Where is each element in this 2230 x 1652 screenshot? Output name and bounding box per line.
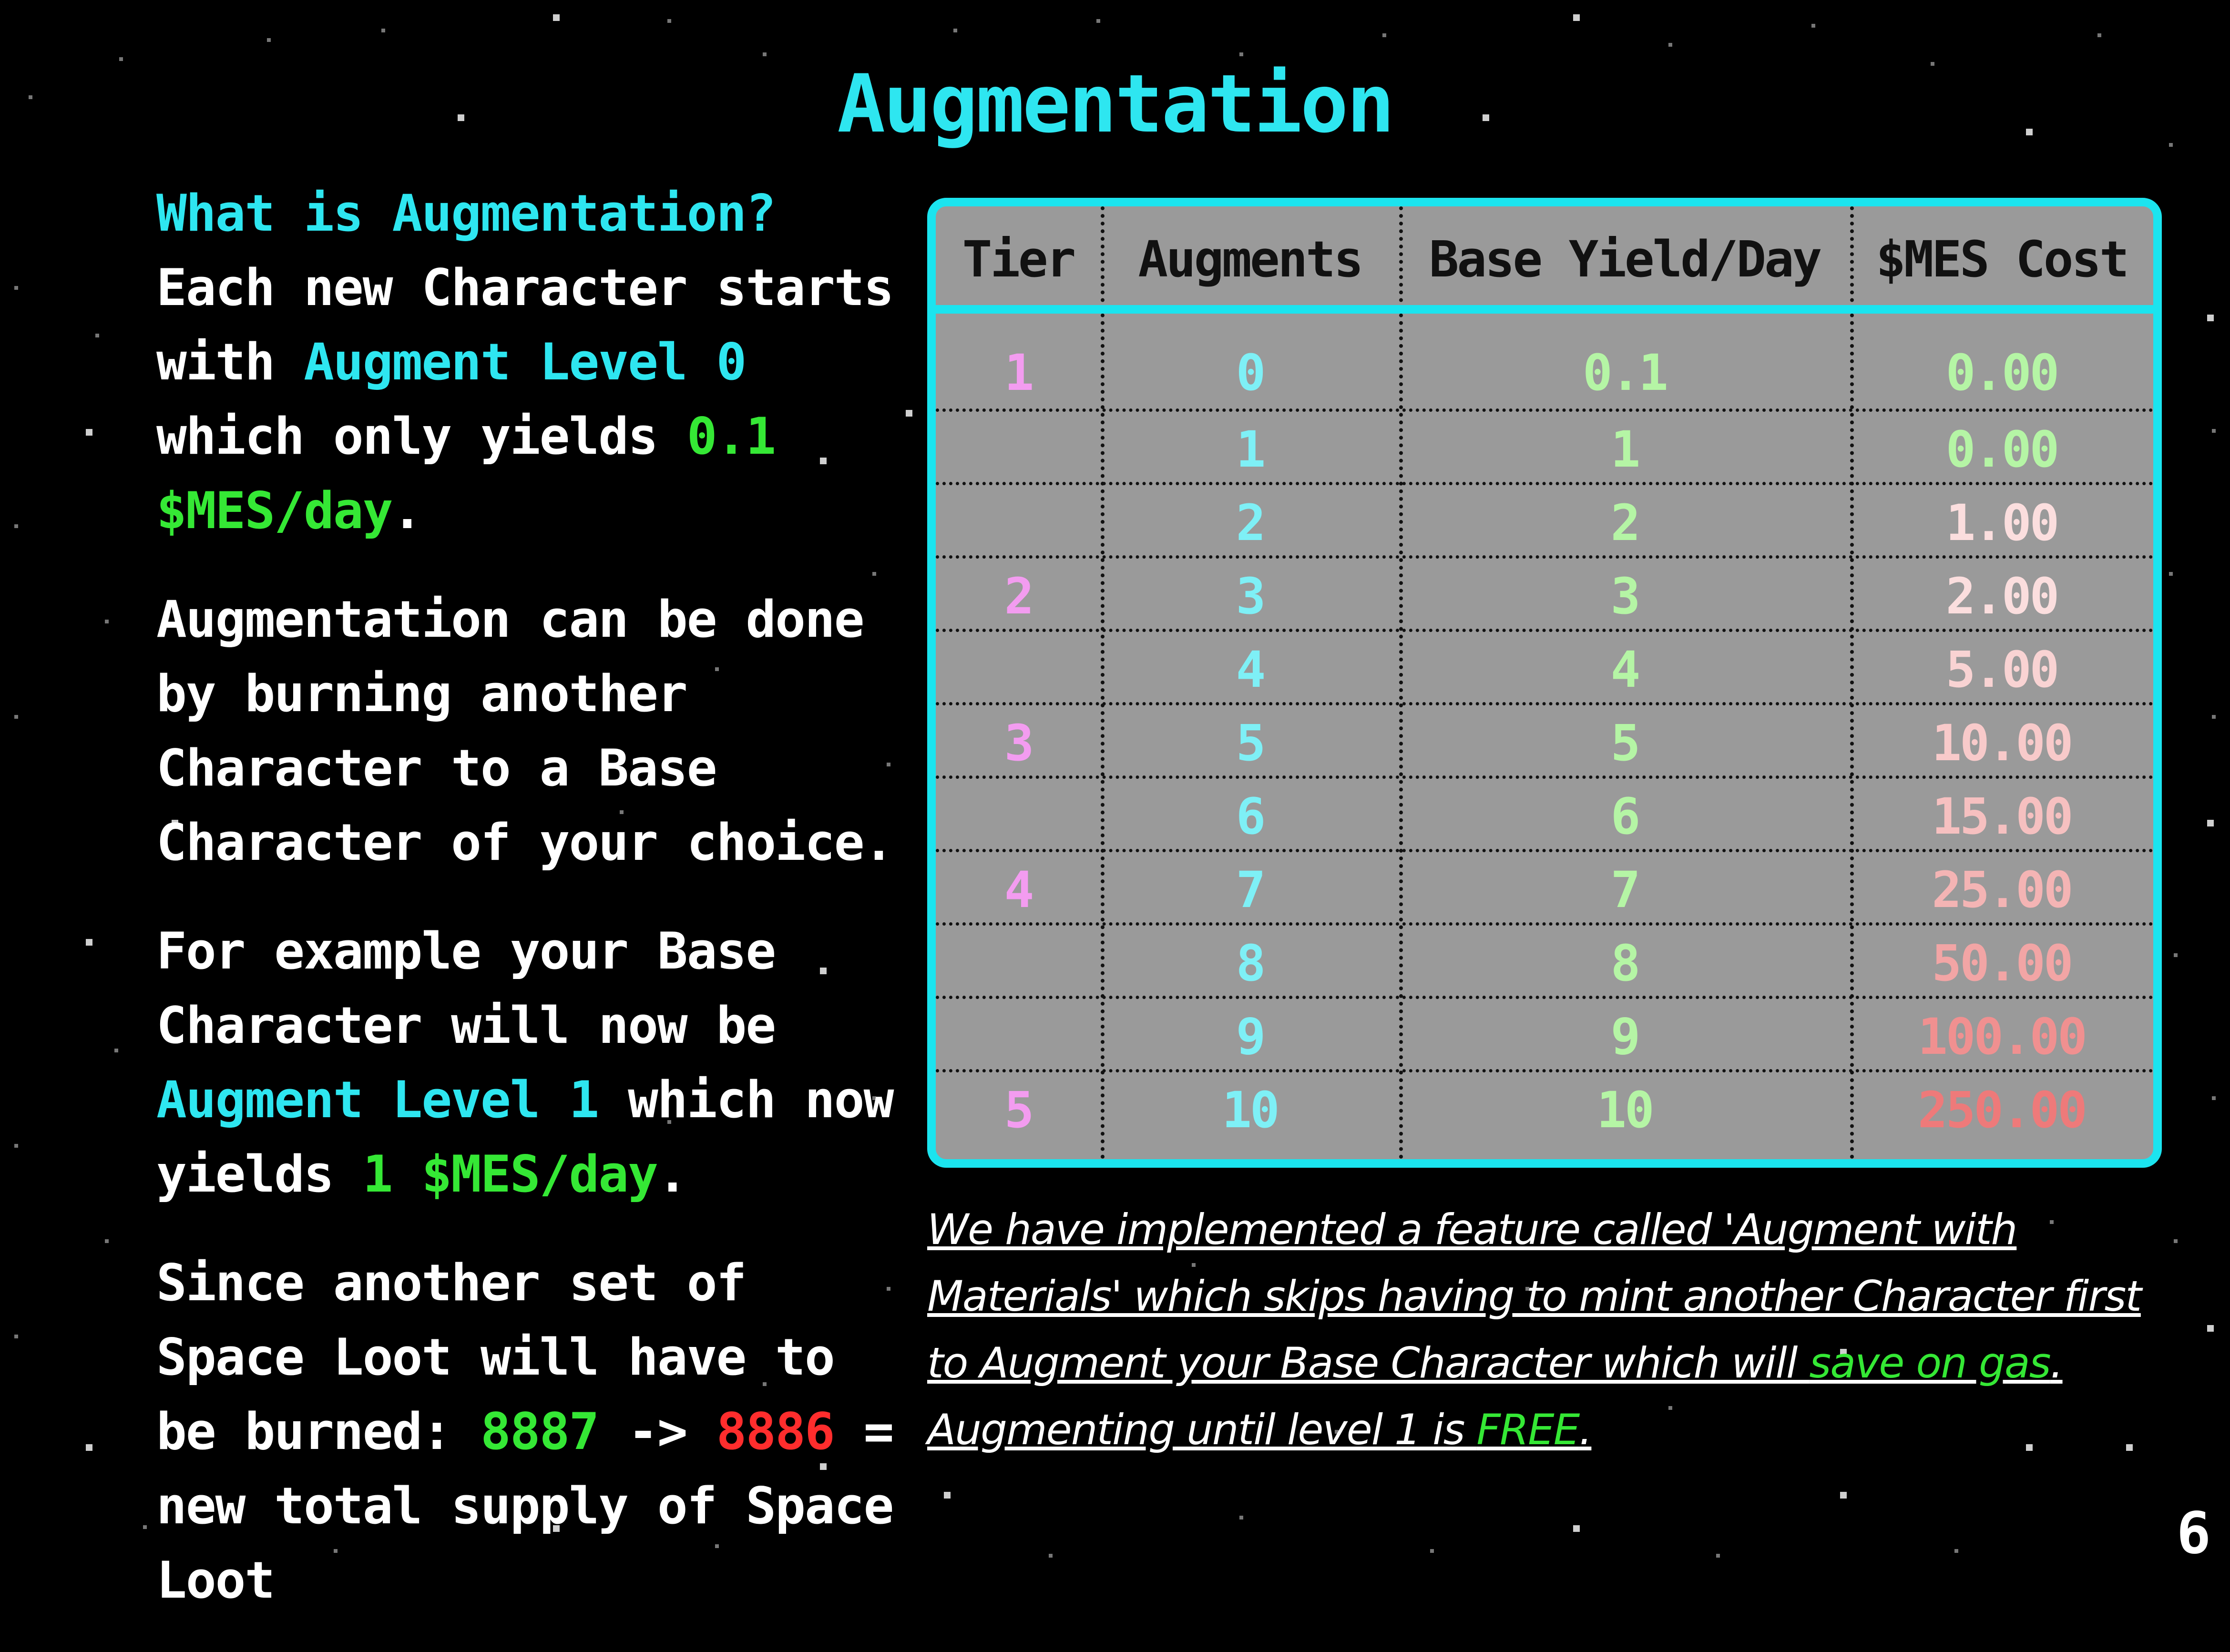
table-row bbox=[936, 702, 2153, 775]
cell-mes-cost: 5.00 bbox=[1945, 641, 2058, 699]
intro-text: Each new Character starts with bbox=[156, 258, 893, 391]
punctuation: . bbox=[392, 481, 422, 540]
intro-text: = new total supply of Space Loot bbox=[156, 1402, 893, 1610]
header-base-yield: Base Yield/Day bbox=[1429, 230, 1821, 288]
table-row bbox=[936, 408, 2153, 482]
arrow-text: -> bbox=[598, 1402, 716, 1461]
note-text: . bbox=[1579, 1405, 1592, 1454]
cell-base-yield: 10 bbox=[1596, 1081, 1653, 1139]
yield-value: 0.1 $MES/day bbox=[156, 407, 776, 540]
cell-tier: 4 bbox=[1004, 861, 1033, 919]
cell-augments: 7 bbox=[1236, 861, 1264, 919]
page-title: Augmentation bbox=[837, 57, 1393, 151]
free-label: FREE bbox=[1476, 1405, 1579, 1454]
cell-tier: 2 bbox=[1004, 567, 1033, 625]
table-row bbox=[936, 629, 2153, 702]
cell-mes-cost: 25.00 bbox=[1932, 861, 2072, 919]
cell-base-yield: 0.1 bbox=[1583, 344, 1667, 402]
cell-augments: 2 bbox=[1236, 494, 1264, 552]
cell-mes-cost: 0.00 bbox=[1945, 344, 2058, 402]
new-supply: 8886 bbox=[716, 1402, 834, 1461]
punctuation: . bbox=[657, 1145, 687, 1203]
cell-mes-cost: 10.00 bbox=[1932, 714, 2072, 772]
cell-tier: 1 bbox=[1004, 344, 1033, 402]
header-mes-cost: $MES Cost bbox=[1876, 230, 2128, 288]
cell-mes-cost: 0.00 bbox=[1945, 420, 2058, 479]
cell-base-yield: 7 bbox=[1610, 861, 1639, 919]
table-row bbox=[936, 1069, 2153, 1142]
cell-tier: 3 bbox=[1004, 714, 1033, 772]
cell-base-yield: 2 bbox=[1610, 494, 1639, 552]
augment-level-1: Augment Level 1 bbox=[156, 1071, 599, 1129]
cell-mes-cost: 50.00 bbox=[1932, 934, 2072, 992]
intro-text: which now yields bbox=[156, 1071, 893, 1203]
old-supply: 8887 bbox=[481, 1402, 599, 1461]
table-header bbox=[936, 206, 2153, 314]
cell-tier: 5 bbox=[1004, 1081, 1033, 1139]
cell-augments: 6 bbox=[1236, 787, 1264, 846]
cell-mes-cost: 15.00 bbox=[1932, 787, 2072, 846]
table-row bbox=[936, 555, 2153, 629]
augment-level-0: Augment Level 0 bbox=[304, 333, 746, 391]
augmentation-table bbox=[927, 198, 2162, 1168]
intro-heading: What is Augmentation? bbox=[156, 184, 776, 243]
cell-mes-cost: 2.00 bbox=[1945, 567, 2058, 625]
intro-paragraph-1 bbox=[156, 176, 900, 548]
yield-value: 1 $MES/day bbox=[362, 1145, 657, 1203]
cell-augments: 9 bbox=[1236, 1008, 1264, 1066]
table-row bbox=[936, 482, 2153, 555]
cell-base-yield: 9 bbox=[1610, 1008, 1639, 1066]
table-row bbox=[936, 335, 2153, 408]
cell-base-yield: 3 bbox=[1610, 567, 1639, 625]
intro-text: For example your Base Character will now be bbox=[156, 922, 776, 1055]
cell-augments: 3 bbox=[1236, 567, 1264, 625]
intro-text: which only yields bbox=[156, 407, 687, 466]
table-row bbox=[936, 996, 2153, 1069]
intro-paragraph-4 bbox=[156, 1246, 900, 1618]
cell-augments: 4 bbox=[1236, 641, 1264, 699]
intro-text: Since another set of Space Loot will have to be burned: bbox=[156, 1254, 834, 1461]
page-number: 6 bbox=[2176, 1500, 2211, 1567]
cell-mes-cost: 250.00 bbox=[1918, 1081, 2086, 1139]
cell-augments: 8 bbox=[1236, 934, 1264, 992]
intro-section bbox=[156, 176, 900, 1652]
header-augments: Augments bbox=[1138, 230, 1362, 288]
header-tier: Tier bbox=[962, 230, 1074, 288]
intro-paragraph-3 bbox=[156, 914, 900, 1212]
intro-paragraph-2: Augmentation can be done by burning another Character to a Base Character of your choice. bbox=[156, 590, 893, 872]
cell-augments: 1 bbox=[1236, 420, 1264, 479]
cell-base-yield: 1 bbox=[1610, 420, 1639, 479]
cell-augments: 10 bbox=[1222, 1081, 1278, 1139]
table-row bbox=[936, 922, 2153, 996]
cell-augments: 0 bbox=[1236, 344, 1264, 402]
augment-materials-note bbox=[927, 1196, 2167, 1463]
cell-mes-cost: 100.00 bbox=[1918, 1008, 2086, 1066]
cell-augments: 5 bbox=[1236, 714, 1264, 772]
cell-mes-cost: 1.00 bbox=[1945, 494, 2058, 552]
cell-base-yield: 6 bbox=[1610, 787, 1639, 846]
cell-base-yield: 5 bbox=[1610, 714, 1639, 772]
table-row bbox=[936, 775, 2153, 849]
cell-base-yield: 4 bbox=[1610, 641, 1639, 699]
note-text: We have implemented a feature called 'Augment with Materials' which skips having to mint another Character first to Augment your Base Character which will bbox=[927, 1205, 2141, 1387]
note-text: . Augmenting until level 1 is bbox=[927, 1338, 2063, 1454]
save-on-gas: save on gas bbox=[1809, 1338, 2050, 1387]
cell-base-yield: 8 bbox=[1610, 934, 1639, 992]
table-row bbox=[936, 849, 2153, 922]
